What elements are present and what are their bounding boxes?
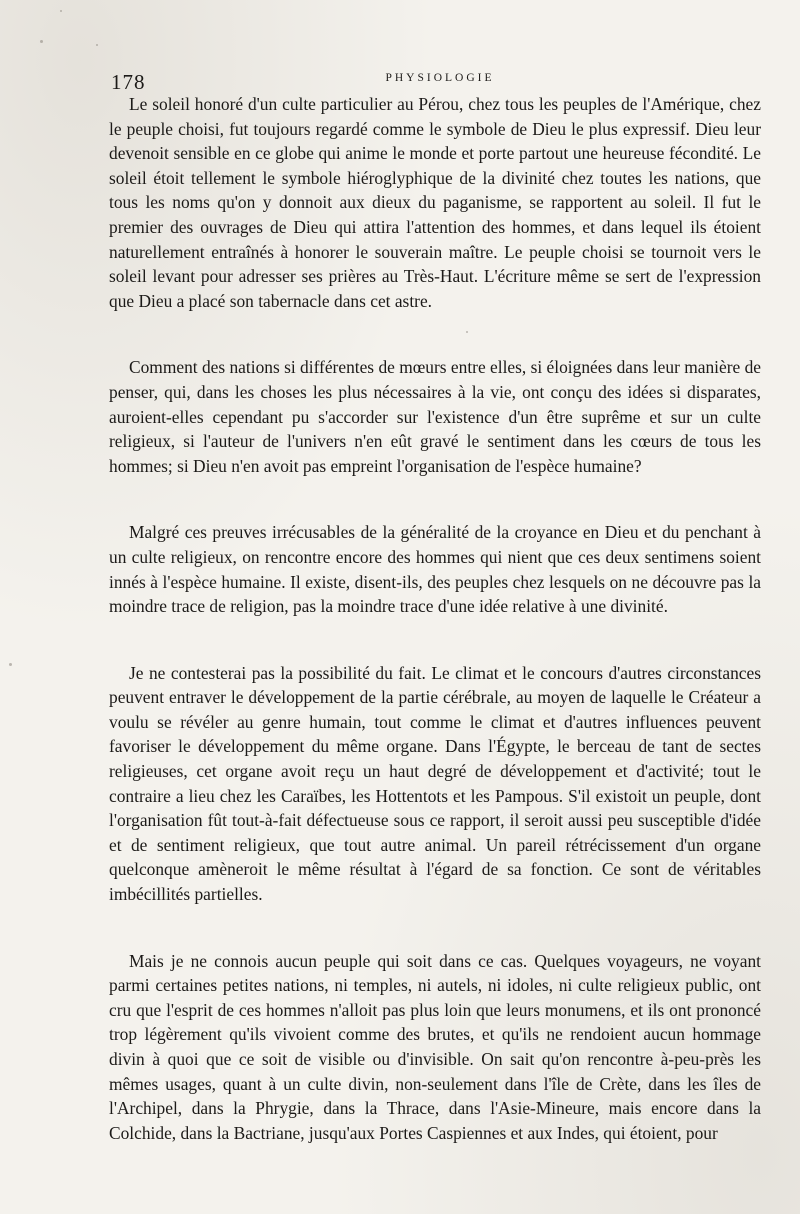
page-number: 178 — [111, 70, 146, 94]
paragraph-1: Le soleil honoré d'un culte particulier au Pérou, chez tous les peuples de l'Amérique, chez le peuple choisi, fut toujours regardé comme le symbole de Dieu le plus expressif. Dieu leur devenoit sensible en ce globe qui anime le monde et porte partout une heureuse fécondité. Le soleil étoit tellement le symbole hiéroglyphique de la divinité chez toutes les nations, que tous les noms qu'on y donnoit aux dieux du paganisme, se rapportent au soleil. Il fut le premier des ouvrages de Dieu qui attira l'attention des hommes, et dans lequel ils étoient naturellement entraînés à honorer le souverain maître. Le peuple choisi se tournoit vers le soleil levant pour adresser ses prières au Très-Haut. L'écriture même se sert de l'expression que Dieu a placé son tabernacle dans cet astre. — [109, 94, 761, 311]
paragraph-3: Malgré ces preuves irrécusables de la généralité de la croyance en Dieu et du penchant à un culte religieux, on rencontre encore des hommes qui nient que ces deux sentimens soient innés à l'espèce humaine. Il existe, disent-ils, des peuples chez lesquels on ne découvre pas la moindre trace de religion, pas la moindre trace d'une idée relative à une divinité. — [109, 522, 761, 617]
paragraph-4: Je ne contesterai pas la possibilité du fait. Le climat et le concours d'autres circonstances peuvent entraver le développement de la partie cérébrale, au moyen de laquelle le Créateur a voulu se révéler au genre humain, tout comme le climat et d'autres influences peuvent favoriser le développement du même organe. Dans l'Égypte, le berceau de tant de sectes religieuses, cet organe avoit reçu un haut degré de développement et d'activité; tout le contraire a lieu chez les Caraïbes, les Hottentots et les Pampous. S'il existoit un peuple, dont l'organisation fût tout-à-fait défectueuse sous ce rapport, il seroit aussi peu susceptible d'idée et de sentiment religieux, que tout autre animal. Un pareil rétrécissement d'un organe quelconque amèneroit le même résultat à l'égard de sa fonction. Ce sont de véritables imbécillités partielles. — [109, 662, 761, 905]
paragraph-5: Mais je ne connois aucun peuple qui soit dans ce cas. Quelques voyageurs, ne voyant parmi certaines petites nations, ni temples, ni autels, ni idoles, ni culte religieux public, ont cru que l'esprit de ces hommes n'alloit pas plus loin que leurs monumens, et ils ont prononcé trop légèrement qu'ils vivoient comme des brutes, et qu'ils ne rendoient aucun hommage divin à quoi que ce soit de visible ou d'invisible. On sait qu'on rencontre à-peu-près les mêmes usages, quant à un culte divin, non-seulement dans l'île de Crète, dans les îles de l'Archipel, dans la Phrygie, dans la Thrace, dans l'Asie-Mineure, mais encore dans la Colchide, dans la Bactriane, jusqu'aux Portes Caspiennes et aux Indes, qui étoient, pour — [109, 950, 761, 1143]
paper-speck — [60, 10, 62, 12]
running-head: PHYSIOLOGIE — [385, 72, 495, 84]
paper-speck — [9, 663, 12, 666]
paragraph-2: Comment des nations si différentes de mœurs entre elles, si éloignées dans leur manière de penser, qui, dans les choses les plus nécessaires à la vie, ont conçu des idées si disparates, auroient-elles cependant pu s'accorder sur l'existence d'un être suprême et sur un culte religieux, si l'auteur de l'univers n'en eût gravé le sentiment dans les cœurs de tous les hommes; si Dieu n'en avoit pas empreint l'organisation de l'espèce humaine? — [109, 357, 761, 476]
paper-speck — [40, 40, 43, 43]
paper-speck — [96, 44, 98, 46]
body-text — [109, 92, 761, 1145]
